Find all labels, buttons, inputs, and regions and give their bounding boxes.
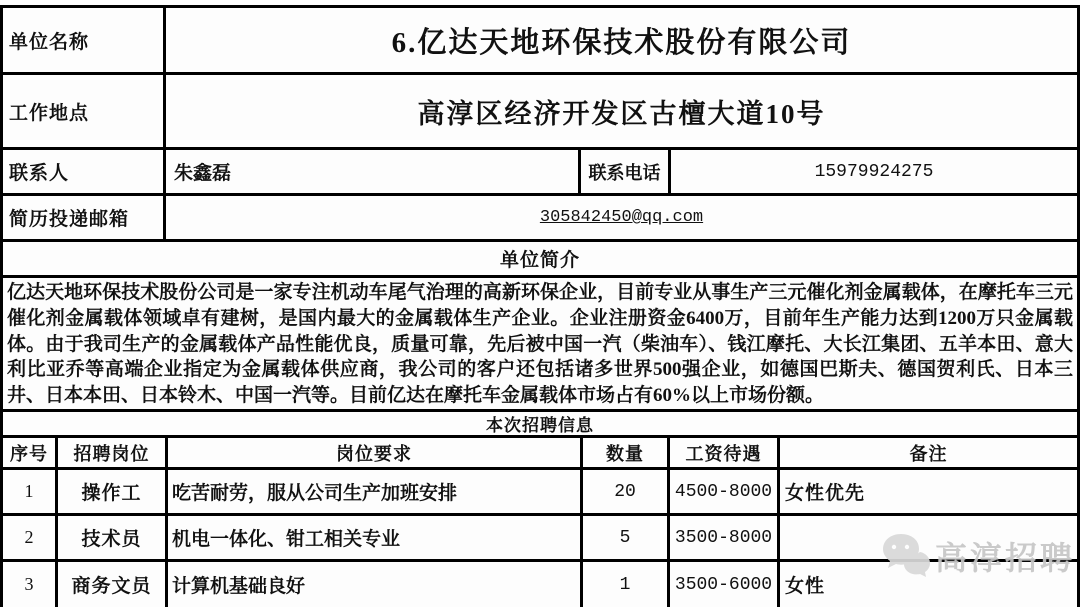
contact-name: 朱鑫磊 (166, 150, 581, 193)
job-count: 20 (583, 470, 670, 513)
intro-paragraph-row (3, 278, 1077, 412)
intro-section-row (3, 242, 1077, 278)
wechat-icon (880, 528, 932, 583)
job-requirement: 计算机基础良好 (168, 562, 583, 607)
job-note: 女性优先 (785, 483, 866, 504)
job-requirement: 吃苦耐劳，服从公司生产加班安排 (168, 470, 583, 513)
job-salary: 3500-8000 (670, 516, 780, 559)
job-title: 操作工 (58, 470, 168, 513)
contact-row (3, 150, 1077, 196)
work-location-row (3, 75, 1077, 150)
job-count: 1 (583, 562, 670, 607)
col-header-title: 招聘岗位 (58, 438, 168, 467)
col-header-count: 数量 (583, 438, 670, 467)
email-row (3, 196, 1077, 242)
job-no: 1 (3, 470, 58, 513)
info-table (0, 5, 1080, 607)
job-count: 5 (583, 516, 670, 559)
table-row (3, 470, 1077, 516)
job-no: 2 (3, 516, 58, 559)
intro-paragraph: 亿达天地环保技术股份公司是一家专注机动车尾气治理的高新环保企业，目前专业从事生产三元催化剂金属载体，在摩托车三元催化剂金属载体领域卓有建树，是国内最大的金属载体生产企业。企业注册资金6400万，目前年生产能力达到1200万只金属载体。由于我司生产的金属载体产品性能优良，质量可靠，先后被中国一汽（柴油车）、钱江摩托、大长江集团、五羊本田、意大利比亚乔等高端企业指定为金属载体供应商，我公司的客户还包括诸多世界500强企业，如德国巴斯夫、德国贺利氏、日本三井、日本本田、日本铃木、中国一汽等。目前亿达在摩托车金属载体市场占有60%以上市场份额。 (7, 282, 1073, 407)
job-note: 女性 (785, 576, 826, 597)
watermark-text: 高淳招聘 (935, 539, 1076, 576)
job-title: 技术员 (58, 516, 168, 559)
phone-label: 联系电话 (581, 150, 671, 193)
email-link[interactable]: 305842450@qq.com (539, 208, 704, 227)
company-name-row (3, 8, 1077, 75)
email-cell (166, 196, 1077, 239)
jobs-header-row (3, 438, 1077, 470)
job-no: 3 (3, 562, 58, 607)
jobs-section-title: 本次招聘信息 (486, 416, 594, 435)
jobs-section-row (3, 412, 1077, 438)
col-header-salary: 工资待遇 (670, 438, 780, 467)
col-header-no: 序号 (3, 438, 58, 467)
job-salary: 3500-6000 (670, 562, 780, 607)
email-label: 简历投递邮箱 (3, 196, 166, 239)
job-salary: 4500-8000 (670, 470, 780, 513)
phone-value: 15979924275 (814, 161, 934, 182)
work-location-value: 高淳区经济开发区古檀大道10号 (417, 98, 826, 129)
company-name-value: 6.亿达天地环保技术股份有限公司 (391, 26, 852, 59)
job-title: 商务文员 (58, 562, 168, 607)
job-requirement: 机电一体化、钳工相关专业 (168, 516, 583, 559)
company-name-label: 单位名称 (3, 8, 166, 72)
col-header-requirement: 岗位要求 (168, 438, 583, 467)
contact-label: 联系人 (3, 150, 166, 193)
watermark (880, 528, 1075, 583)
col-header-note: 备注 (909, 443, 948, 464)
work-location-label: 工作地点 (3, 75, 166, 147)
intro-section-title: 单位简介 (499, 250, 580, 271)
